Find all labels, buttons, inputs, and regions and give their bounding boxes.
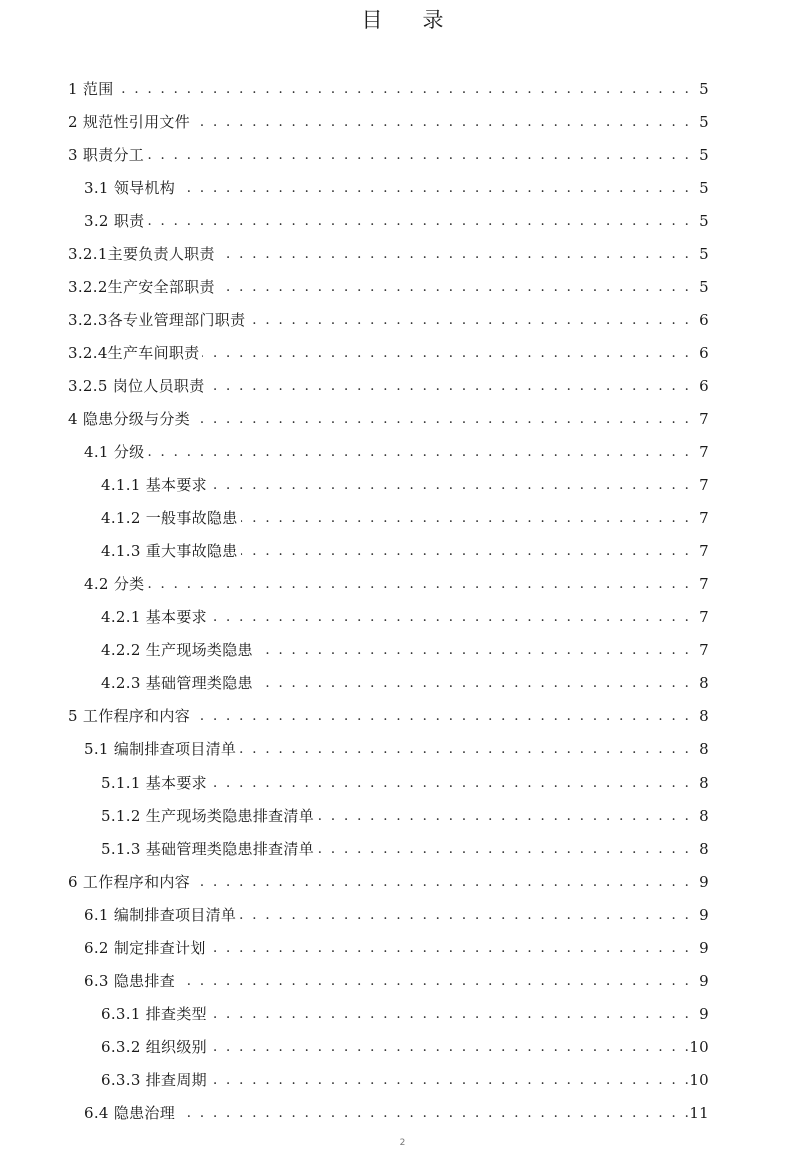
- toc-entry-page-number: 7: [699, 575, 709, 594]
- toc-entry[interactable]: [0, 964, 805, 997]
- toc-entry-label: 2 规范性引用文件: [68, 112, 191, 131]
- toc-list: [0, 72, 805, 1130]
- toc-entry-label: 4.2.1 基本要求: [101, 608, 207, 627]
- toc-entry-page-number: 5: [699, 79, 709, 98]
- toc-entry-label: 6.4 隐患治理: [84, 1103, 176, 1122]
- toc-entry-label: 4.1.2 一般事故隐患: [101, 509, 238, 528]
- toc-entry-page-number: 5: [699, 211, 709, 230]
- toc-entry[interactable]: [0, 469, 805, 502]
- toc-dot-leader: [202, 343, 691, 363]
- toc-entry-page-number: 8: [699, 674, 709, 693]
- toc-entry[interactable]: [0, 502, 805, 535]
- toc-entry-page-number: 9: [699, 971, 709, 990]
- toc-entry-page-number: 8: [699, 740, 709, 759]
- toc-entry[interactable]: [0, 799, 805, 832]
- toc-entry-label: 4.1.3 重大事故隐患: [101, 542, 238, 561]
- toc-entry[interactable]: [0, 766, 805, 799]
- toc-entry-page-number: 8: [699, 806, 709, 825]
- toc-entry-page-number: 5: [699, 244, 709, 263]
- toc-entry[interactable]: [0, 171, 805, 204]
- toc-entry[interactable]: [0, 436, 805, 469]
- toc-entry-label: 6.3.2 组织级别: [101, 1037, 207, 1056]
- toc-entry-label: 3.2.5 岗位人员职责: [68, 376, 205, 395]
- toc-dot-leader: [317, 806, 691, 826]
- toc-entry-label: 4.1.1 基本要求: [101, 476, 207, 495]
- toc-entry[interactable]: [0, 898, 805, 931]
- toc-entry[interactable]: [0, 667, 805, 700]
- toc-entry-page-number: 9: [699, 872, 709, 891]
- toc-entry[interactable]: [0, 138, 805, 171]
- toc-dot-leader: [210, 1037, 691, 1057]
- toc-entry-label: 5 工作程序和内容: [68, 707, 191, 726]
- toc-entry[interactable]: [0, 72, 805, 105]
- toc-entry-page-number: 7: [699, 409, 709, 428]
- toc-entry[interactable]: [0, 1096, 805, 1129]
- toc-entry[interactable]: [0, 931, 805, 964]
- toc-dot-leader: [218, 277, 691, 297]
- toc-dot-leader: [218, 244, 691, 264]
- toc-dot-leader: [147, 574, 691, 594]
- toc-entry[interactable]: [0, 303, 805, 336]
- toc-entry-page-number: 7: [699, 476, 709, 495]
- toc-entry-label: 3.2.2生产安全部职责: [68, 277, 215, 296]
- toc-entry-page-number: 6: [699, 376, 709, 395]
- toc-entry[interactable]: [0, 601, 805, 634]
- toc-entry[interactable]: [0, 237, 805, 270]
- toc-dot-leader: [147, 442, 691, 462]
- toc-entry[interactable]: [0, 568, 805, 601]
- toc-dot-leader: [193, 409, 691, 429]
- toc-dot-leader: [210, 475, 691, 495]
- toc-entry-label: 3.2.3各专业管理部门职责: [68, 310, 246, 329]
- toc-entry-page-number: 8: [699, 707, 709, 726]
- toc-entry-label: 4.2.2 生产现场类隐患: [101, 641, 253, 660]
- toc-entry[interactable]: [0, 832, 805, 865]
- toc-entry-page-number: 6: [699, 310, 709, 329]
- toc-entry-label: 6.3.3 排查周期: [101, 1070, 207, 1089]
- toc-entry-label: 5.1 编制排查项目清单: [84, 740, 237, 759]
- toc-entry[interactable]: [0, 733, 805, 766]
- toc-dot-leader: [210, 607, 691, 627]
- toc-entry-label: 4.1 分级: [84, 443, 145, 462]
- toc-entry[interactable]: [0, 1063, 805, 1096]
- toc-dot-leader: [317, 839, 691, 859]
- toc-entry[interactable]: [0, 105, 805, 138]
- toc-entry-page-number: 7: [699, 542, 709, 561]
- toc-entry[interactable]: [0, 535, 805, 568]
- toc-entry-label: 4 隐患分级与分类: [68, 409, 191, 428]
- toc-entry[interactable]: [0, 634, 805, 667]
- toc-dot-leader: [239, 905, 691, 925]
- toc-entry-label: 4.2 分类: [84, 575, 145, 594]
- toc-dot-leader: [193, 706, 691, 726]
- toc-entry[interactable]: [0, 997, 805, 1030]
- toc-entry-label: 5.1.1 基本要求: [101, 773, 207, 792]
- toc-dot-leader: [248, 310, 691, 330]
- toc-dot-leader: [239, 739, 691, 759]
- toc-entry-page-number: 9: [699, 938, 709, 957]
- toc-dot-leader: [241, 508, 691, 528]
- toc-entry[interactable]: [0, 369, 805, 402]
- toc-entry-page-number: 6: [699, 343, 709, 362]
- toc-entry[interactable]: [0, 270, 805, 303]
- page-number: 2: [399, 1138, 406, 1148]
- toc-entry-page-number: 7: [699, 608, 709, 627]
- page-title: 目 录: [361, 8, 444, 32]
- toc-entry-label: 3.1 领导机构: [84, 178, 176, 197]
- toc-dot-leader: [256, 640, 691, 660]
- toc-dot-leader: [209, 938, 691, 958]
- toc-dot-leader: [193, 872, 691, 892]
- toc-entry[interactable]: [0, 865, 805, 898]
- toc-dot-leader: [210, 773, 691, 793]
- toc-entry-page-number: 5: [699, 145, 709, 164]
- toc-entry-page-number: 9: [699, 905, 709, 924]
- toc-entry[interactable]: [0, 402, 805, 435]
- toc-entry-page-number: 11: [689, 1103, 709, 1122]
- toc-dot-leader: [193, 112, 691, 132]
- toc-entry-page-number: 7: [699, 443, 709, 462]
- toc-entry-page-number: 7: [699, 509, 709, 528]
- toc-entry-label: 6 工作程序和内容: [68, 872, 191, 891]
- toc-entry-page-number: 5: [699, 277, 709, 296]
- toc-dot-leader: [256, 673, 691, 693]
- toc-entry-label: 6.2 制定排查计划: [84, 938, 206, 957]
- toc-entry-page-number: 8: [699, 773, 709, 792]
- toc-entry-label: 3.2 职责: [84, 211, 145, 230]
- toc-dot-leader: [241, 541, 691, 561]
- toc-entry[interactable]: [0, 1030, 805, 1063]
- toc-dot-leader: [208, 376, 691, 396]
- toc-entry-page-number: 8: [699, 839, 709, 858]
- toc-dot-leader: [147, 211, 691, 231]
- toc-dot-leader: [178, 1103, 691, 1123]
- toc-entry-label: 6.3 隐患排查: [84, 971, 176, 990]
- toc-dot-leader: [210, 1070, 691, 1090]
- toc-entry-page-number: 5: [699, 178, 709, 197]
- toc-entry-page-number: 10: [689, 1037, 709, 1056]
- toc-entry[interactable]: [0, 204, 805, 237]
- toc-entry-label: 5.1.2 生产现场类隐患排查清单: [101, 806, 315, 825]
- toc-entry-page-number: 7: [699, 641, 709, 660]
- toc-dot-leader: [178, 178, 691, 198]
- toc-entry[interactable]: [0, 700, 805, 733]
- toc-entry-label: 3 职责分工: [68, 145, 145, 164]
- toc-entry-label: 6.1 编制排查项目清单: [84, 905, 237, 924]
- toc-dot-leader: [178, 971, 691, 991]
- toc-dot-leader: [147, 145, 691, 165]
- toc-entry-label: 3.2.4生产车间职责: [68, 343, 200, 362]
- toc-entry[interactable]: [0, 336, 805, 369]
- toc-entry-page-number: 5: [699, 112, 709, 131]
- toc-dot-leader: [210, 1004, 691, 1024]
- toc-entry-label: 5.1.3 基础管理类隐患排查清单: [101, 839, 315, 858]
- toc-entry-label: 3.2.1主要负责人职责: [68, 244, 215, 263]
- toc-entry-page-number: 10: [689, 1070, 709, 1089]
- toc-entry-label: 4.2.3 基础管理类隐患: [101, 674, 253, 693]
- toc-dot-leader: [117, 79, 691, 99]
- toc-entry-label: 1 范围: [68, 79, 114, 98]
- toc-entry-label: 6.3.1 排查类型: [101, 1004, 207, 1023]
- toc-entry-page-number: 9: [699, 1004, 709, 1023]
